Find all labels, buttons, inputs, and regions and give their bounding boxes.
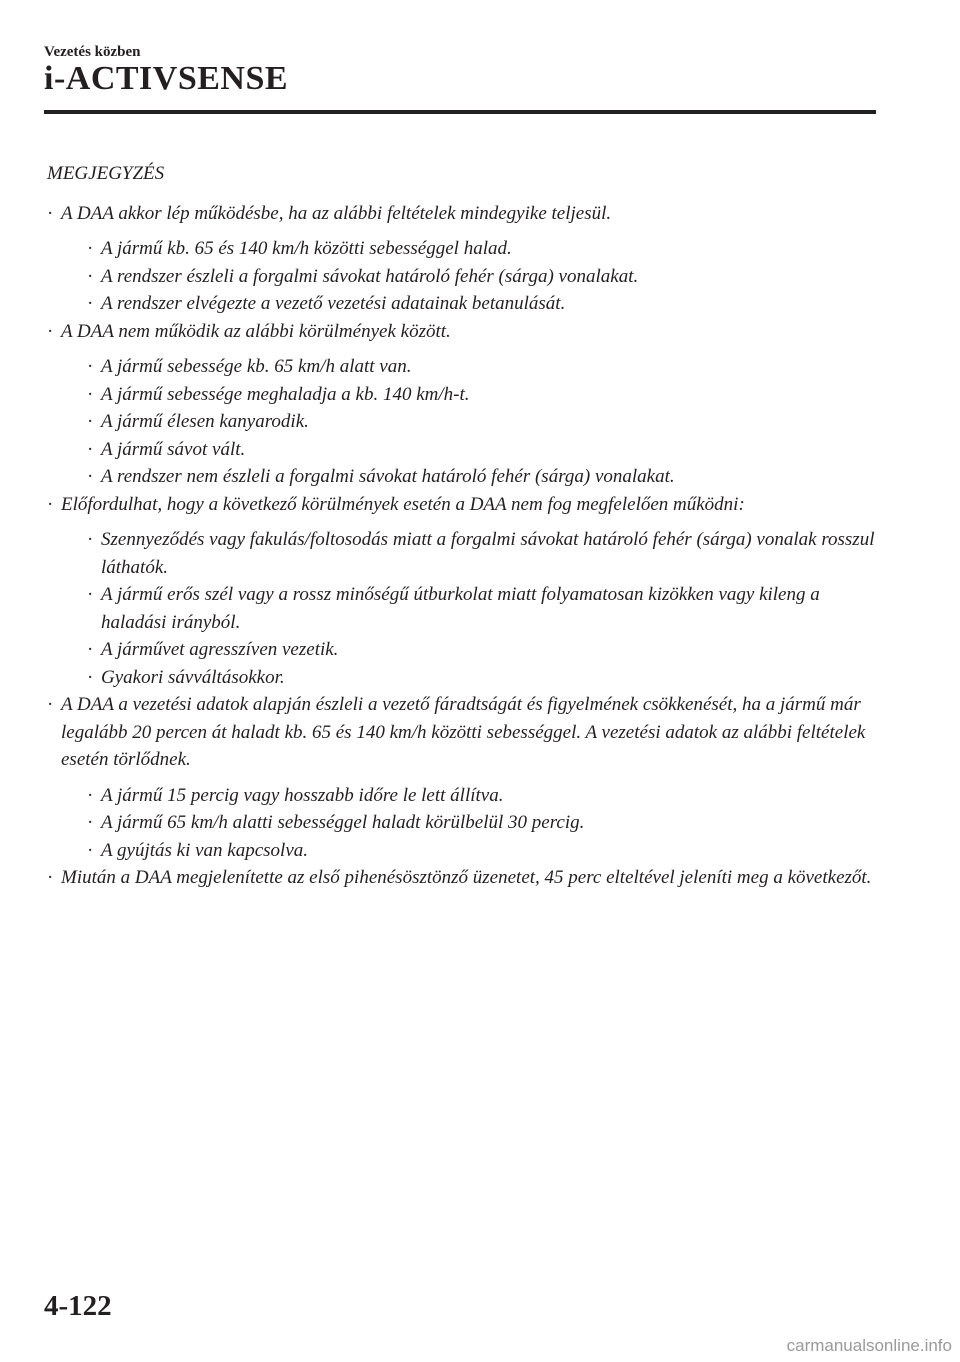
note-sub-item-text: A jármű sebessége meghaladja a kb. 140 km/h-t. xyxy=(101,383,470,405)
bullet-dot: · xyxy=(87,293,94,314)
note-sub-item-text: A jármű 65 km/h alatti sebességgel haladt körülbelül 30 percig. xyxy=(101,812,585,833)
note-sub-item-text: A járművet agresszíven vezetik. xyxy=(101,639,339,660)
note-sub-item-text: A jármű sebessége kb. 65 km/h alatt van. xyxy=(101,356,412,377)
bullet-dot: · xyxy=(87,411,94,432)
header-divider xyxy=(44,110,876,114)
note-sub-item xyxy=(87,526,877,581)
page-title: i-ACTIVSENSE xyxy=(44,60,289,97)
note-item xyxy=(47,691,877,864)
bullet-dot: · xyxy=(87,666,94,688)
bullet-dot: · xyxy=(87,784,94,806)
note-sub-item xyxy=(87,290,877,318)
section-label: Vezetés közben xyxy=(44,44,141,60)
note-item xyxy=(47,864,877,892)
note-sub-item xyxy=(87,463,877,491)
note-sub-item-text: A jármű erős szél vagy a rossz minőségű útburkolat miatt folyamatosan kizökken vagy kileng a haladási irányból. xyxy=(101,584,820,633)
note-sub-list xyxy=(87,353,877,491)
note-sub-list xyxy=(87,526,877,691)
bullet-dot: · xyxy=(87,238,94,259)
note-sub-item xyxy=(87,636,877,664)
note-sub-item xyxy=(87,263,877,291)
bullet-dot: · xyxy=(87,466,94,487)
page-number: 4-122 xyxy=(44,1290,112,1322)
bullet-dot: · xyxy=(47,202,54,224)
note-item-text: A DAA akkor lép működésbe, ha az alábbi feltételek mindegyike teljesül. xyxy=(61,202,612,224)
note-list xyxy=(47,200,877,892)
watermark: carmanualsonline.info xyxy=(786,1336,952,1355)
note-sub-item xyxy=(87,809,877,837)
note-sub-item xyxy=(87,381,877,409)
bullet-dot: · xyxy=(47,694,54,715)
bullet-dot: · xyxy=(87,639,94,660)
bullet-dot: · xyxy=(47,493,54,515)
note-sub-list xyxy=(87,782,877,865)
note-sub-item-text: A jármű sávot vált. xyxy=(101,438,246,460)
bullet-dot: · xyxy=(87,529,94,550)
note-block xyxy=(47,160,877,900)
bullet-dot: · xyxy=(87,584,94,605)
note-sub-list xyxy=(87,235,877,318)
note-item-text: A DAA a vezetési adatok alapján észleli a vezető fáradtságát és figyelmének csökkenését, ha a jármű már legalább 20 percen át haladt kb. 65 és 140 km/h közötti sebességgel. A vezetési adatok az alábbi feltételek esetén törlődnek. xyxy=(61,694,866,770)
note-item xyxy=(47,491,877,692)
note-sub-item xyxy=(87,353,877,381)
note-sub-item xyxy=(87,436,877,464)
note-sub-item xyxy=(87,837,877,865)
note-sub-item-text: A rendszer nem észleli a forgalmi sávokat határoló fehér (sárga) vonalakat. xyxy=(101,466,675,487)
note-sub-item-text: A jármű kb. 65 és 140 km/h közötti sebességgel halad. xyxy=(101,238,512,259)
note-sub-item-text: Gyakori sávváltásokkor. xyxy=(101,666,285,688)
bullet-dot: · xyxy=(87,383,94,405)
note-item-text: Miután a DAA megjelenítette az első pihenésösztönző üzenetet, 45 perc elteltével jeleníti meg a következőt. xyxy=(61,867,872,888)
bullet-dot: · xyxy=(87,438,94,460)
note-sub-item xyxy=(87,581,877,636)
note-item xyxy=(47,318,877,491)
note-sub-item xyxy=(87,408,877,436)
bullet-dot: · xyxy=(47,867,54,888)
note-sub-item-text: A gyújtás ki van kapcsolva. xyxy=(101,839,309,861)
bullet-dot: · xyxy=(87,265,94,287)
note-sub-item-text: A rendszer észleli a forgalmi sávokat határoló fehér (sárga) vonalakat. xyxy=(101,265,639,287)
bullet-dot: · xyxy=(87,356,94,377)
note-item-text: A DAA nem működik az alábbi körülmények között. xyxy=(61,320,451,342)
note-sub-item-text: A jármű élesen kanyarodik. xyxy=(101,411,309,432)
bullet-dot: · xyxy=(87,812,94,833)
bullet-dot: · xyxy=(47,320,54,342)
note-item-text: Előfordulhat, hogy a következő körülmények esetén a DAA nem fog megfelelően működni: xyxy=(61,493,745,515)
note-item xyxy=(47,200,877,318)
note-sub-item xyxy=(87,235,877,263)
bullet-dot: · xyxy=(87,839,94,861)
note-sub-item-text: A rendszer elvégezte a vezető vezetési adatainak betanulását. xyxy=(101,293,566,314)
note-heading: MEGJEGYZÉS xyxy=(47,163,165,184)
note-sub-item-text: A jármű 15 percig vagy hosszabb időre le lett állítva. xyxy=(101,784,504,806)
note-sub-item xyxy=(87,782,877,810)
note-sub-item-text: Szennyeződés vagy fakulás/foltosodás miatt a forgalmi sávokat határoló fehér (sárga) vonalak rosszul láthatók. xyxy=(101,529,875,578)
note-sub-item xyxy=(87,664,877,692)
